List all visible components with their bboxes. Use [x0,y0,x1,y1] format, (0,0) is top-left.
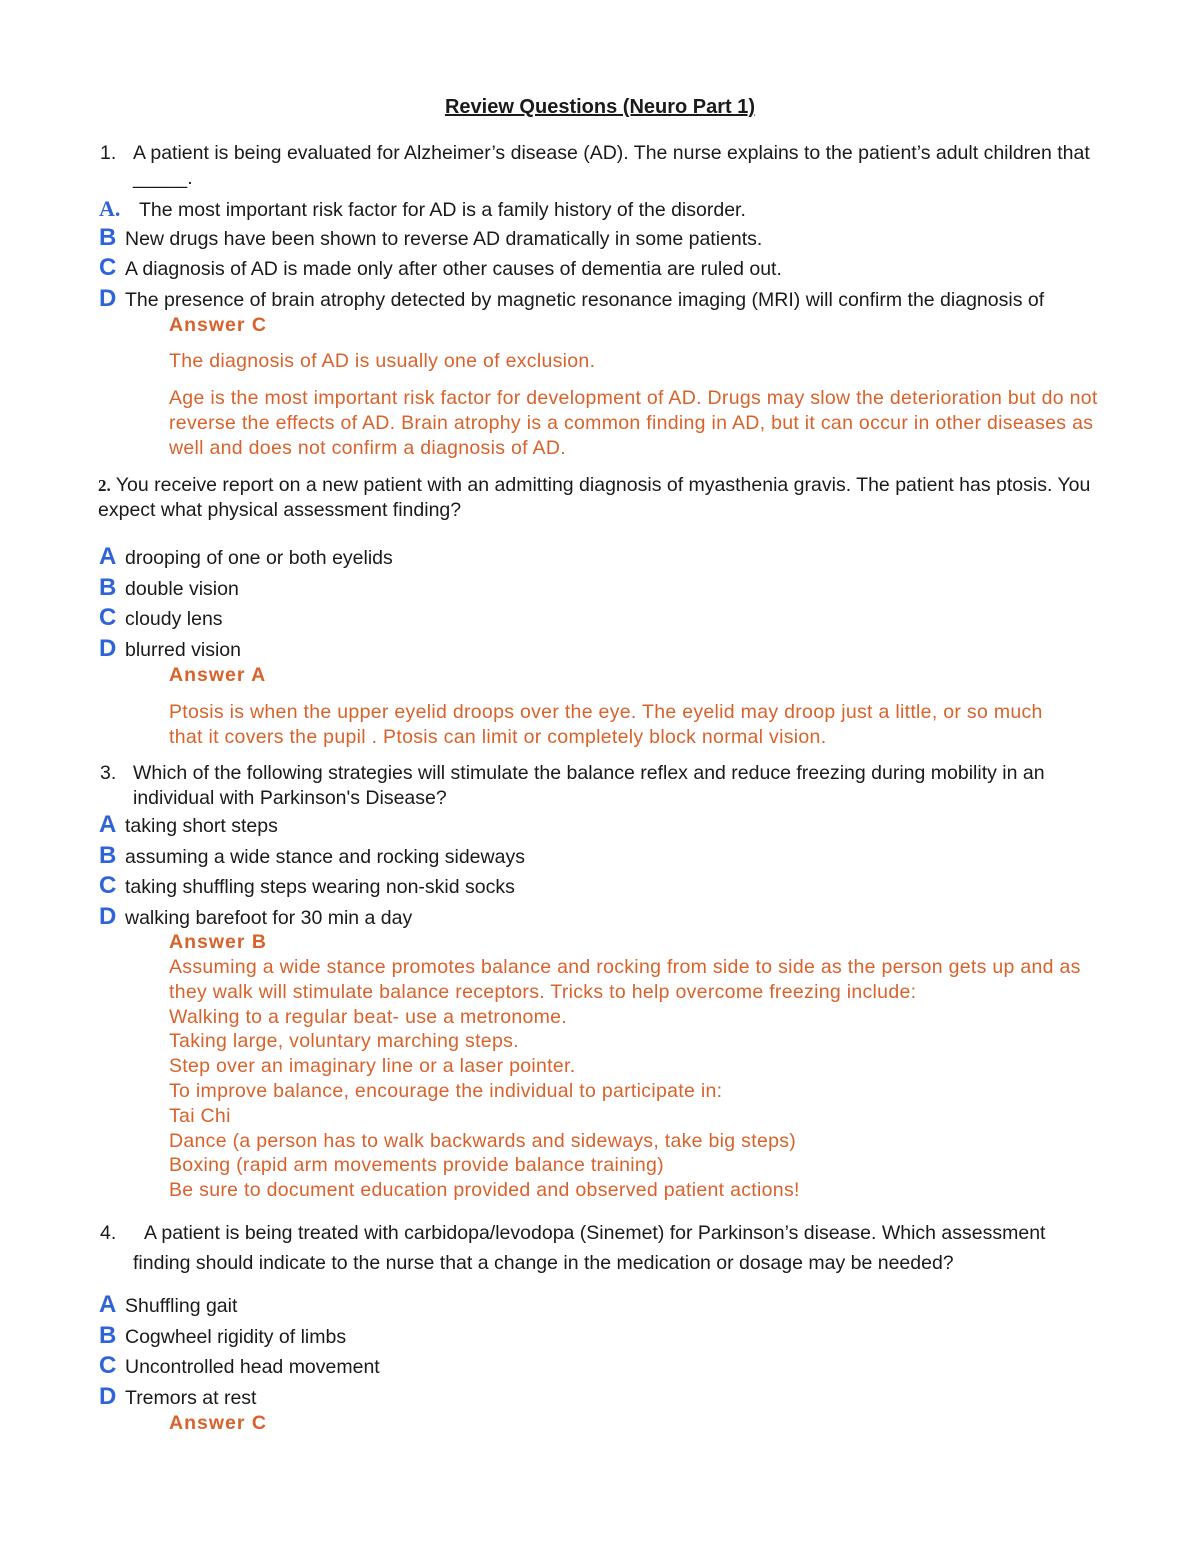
page-title: Review Questions (Neuro Part 1) [444,96,756,118]
q1-option-d [99,287,1044,312]
explanation-line: Dance (a person has to walk backwards and sideways, take big steps) [169,1129,797,1152]
question-number: 1. [100,142,117,164]
option-text: Uncontrolled head movement [125,1356,380,1378]
option-letter: C [99,872,117,899]
q2-explanation [169,700,1069,750]
explanation-line: Ptosis is when the upper eyelid droops over the eye. The eyelid may droop just a little, or so much that it covers the pupil . Ptosis can limit or completely block normal vision. [169,701,1043,748]
option-text: New drugs have been shown to reverse AD dramatically in some patients. [125,228,763,250]
option-letter: B [99,1322,117,1349]
option-letter: D [99,635,117,662]
q4-option-c [99,1354,380,1379]
option-letter: A [99,543,117,570]
q2-option-a [99,545,393,570]
explanation-line: The diagnosis of AD is usually one of exclusion. [169,350,596,372]
question-text: You receive report on a new patient with an admitting diagnosis of myasthenia gravis. The patient has ptosis. You expect what physical assessment finding? [98,474,1091,521]
option-text: Shuffling gait [125,1295,238,1317]
explanation-line: Taking large, voluntary marching steps. [169,1030,519,1053]
q2-option-d [99,637,241,662]
option-letter: B [99,224,117,251]
question-3-stem [100,761,1100,811]
question-text: A patient is being evaluated for Alzheimer’s disease (AD). The nurse explains to the patient’s adult children that _____. [133,142,1090,189]
q3-option-b [99,844,525,869]
question-2-stem [98,473,1098,523]
option-text: taking shuffling steps wearing non-skid socks [125,876,515,898]
explanation-line: To improve balance, encourage the individual to participate in: [169,1079,723,1102]
q1-answer: Answer C [169,314,267,336]
question-1-stem [100,141,1100,191]
explanation-line: Step over an imaginary line or a laser pointer. [169,1055,576,1078]
question-text: A patient is being treated with carbidopa/levodopa (Sinemet) for Parkinson’s disease. Which assessment finding should indicate to the nurse that a change in the medication or dosage may be needed? [133,1222,1046,1274]
option-text: assuming a wide stance and rocking sideways [125,846,525,868]
explanation-line: Walking to a regular beat- use a metronome. [169,1005,568,1028]
option-text: walking barefoot for 30 min a day [125,907,413,929]
option-letter: C [99,1352,117,1379]
option-text: A diagnosis of AD is made only after other causes of dementia are ruled out. [125,258,782,280]
option-text: taking short steps [125,815,278,837]
q4-answer: Answer C [169,1412,267,1434]
q2-option-c [99,606,223,631]
option-letter: D [99,903,117,930]
q4-option-d [99,1385,256,1410]
option-text: drooping of one or both eyelids [125,547,393,569]
option-letter: B [99,842,117,869]
q1-option-a [99,197,746,222]
option-text: double vision [125,578,239,600]
question-number: 3. [100,762,117,784]
option-letter: D [99,1383,117,1410]
option-text: The most important risk factor for AD is a family history of the disorder. [139,199,746,221]
option-letter: B [99,574,117,601]
q4-option-a [99,1293,237,1318]
q3-answer: Answer B [169,931,267,953]
q3-explanation [169,955,1109,1203]
explanation-line: Age is the most important risk factor for development of AD. Drugs may slow the deterioration but do not reverse the effects of AD. Brain atrophy is a common finding in AD, but it can occur in other diseases as well and does not confirm a diagnosis of AD. [169,387,1098,459]
q1-explanation [169,349,1109,374]
q3-option-a [99,813,278,838]
option-letter: C [99,604,117,631]
explanation-line: Be sure to document education provided and observed patient actions! [169,1179,800,1202]
option-letter: A. [99,196,121,221]
question-text: Which of the following strategies will stimulate the balance reflex and reduce freezing during mobility in an individual with Parkinson's Disease? [133,762,1045,809]
question-4-stem [100,1218,1100,1278]
option-text: blurred vision [125,639,241,661]
q1-option-b [99,226,762,251]
option-letter: A [99,1291,117,1318]
option-text: Tremors at rest [125,1387,257,1409]
option-text: cloudy lens [125,608,223,630]
q2-answer: Answer A [169,664,267,686]
q4-option-b [99,1324,346,1349]
question-number: 2. [98,476,111,495]
option-letter: C [99,254,117,281]
option-letter: D [99,285,117,312]
option-text: Cogwheel rigidity of limbs [125,1326,347,1348]
q1-explanation-detail [169,386,1109,460]
option-letter: A [99,811,117,838]
q3-option-c [99,874,515,899]
option-text: The presence of brain atrophy detected by magnetic resonance imaging (MRI) will confirm the diagnosis of [125,289,1045,311]
explanation-line: Tai Chi [169,1104,231,1127]
question-number: 4. [100,1222,117,1244]
explanation-line: Assuming a wide stance promotes balance and rocking from side to side as the person gets up and as they walk will stimulate balance receptors. Tricks to help overcome freezing include: [169,956,1081,1003]
q3-option-d [99,905,412,930]
q2-option-b [99,576,239,601]
q1-option-c [99,256,782,281]
explanation-line: Boxing (rapid arm movements provide balance training) [169,1154,664,1177]
